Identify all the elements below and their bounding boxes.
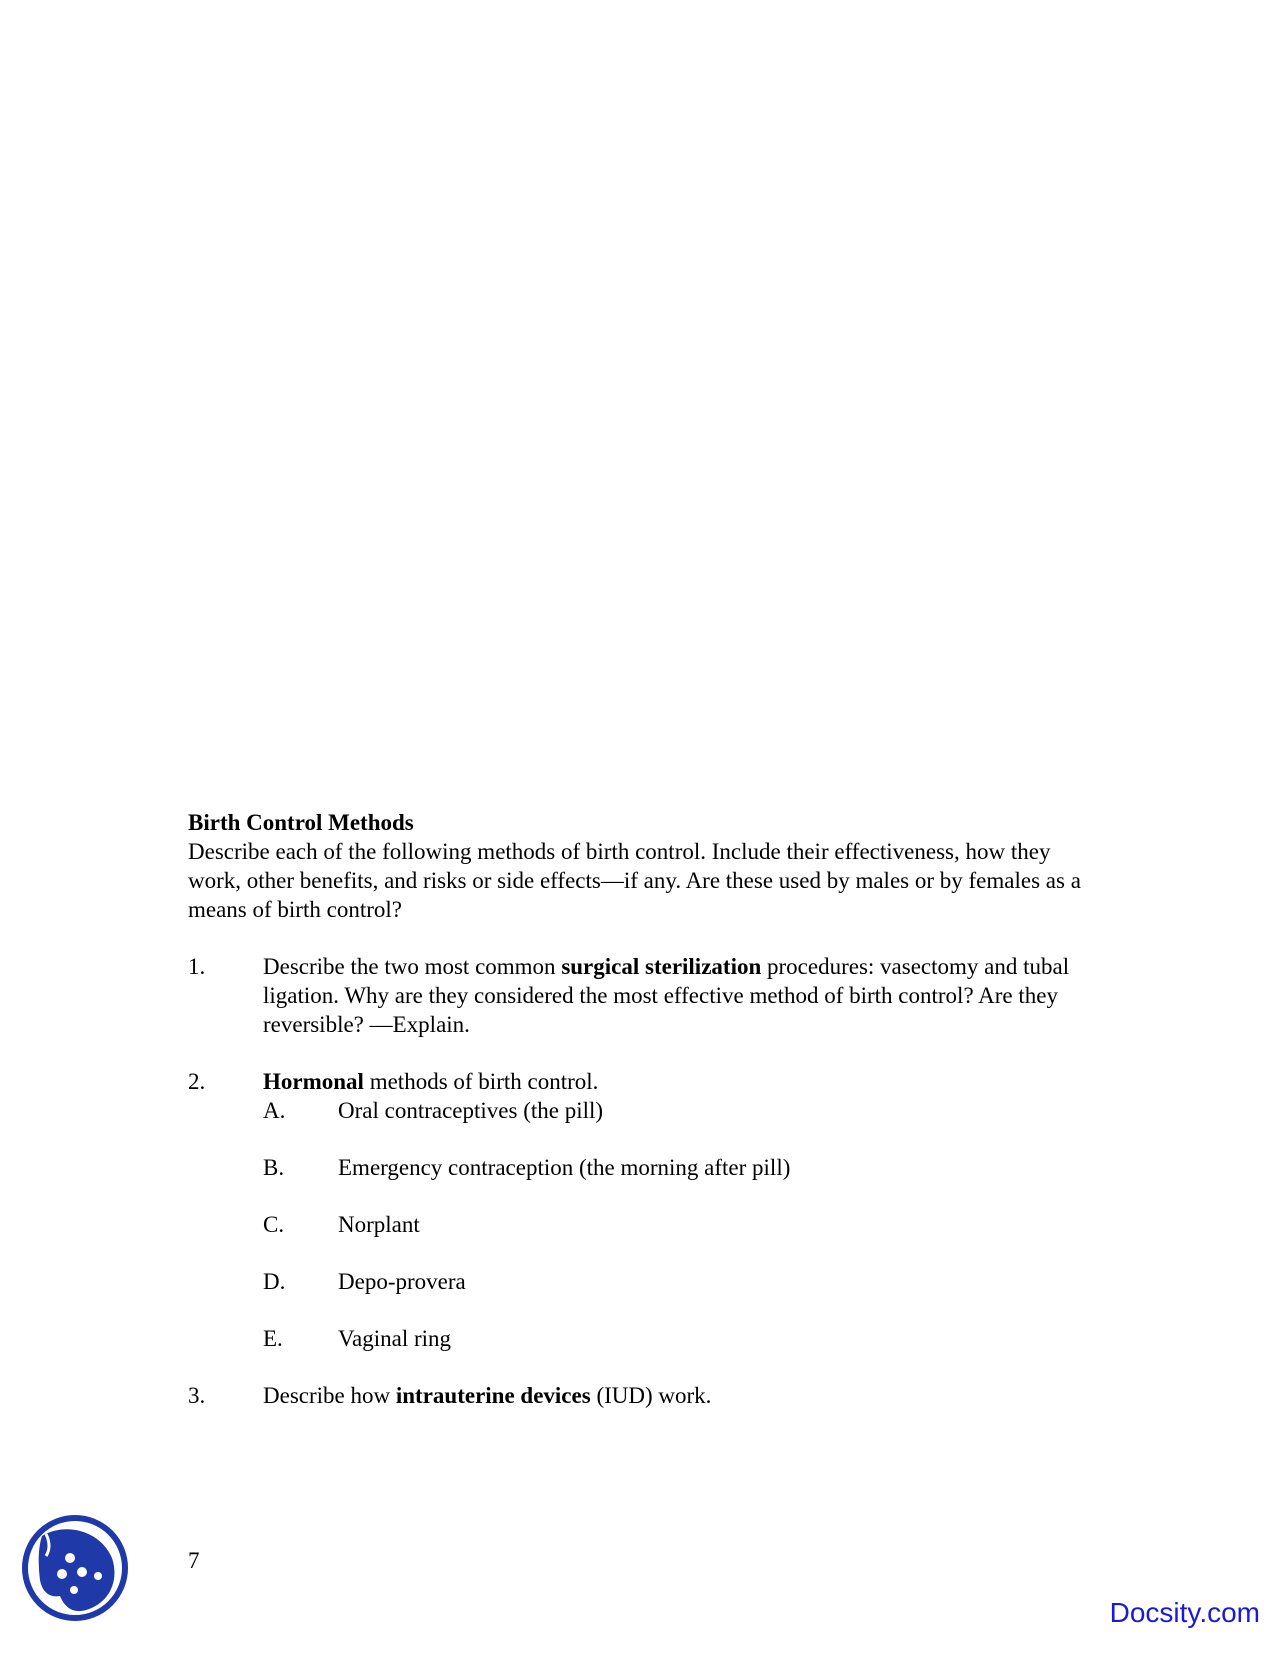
question-keyword: Hormonal xyxy=(263,1069,364,1094)
page-number: 7 xyxy=(188,1548,200,1573)
question-3 xyxy=(188,1381,1088,1410)
list-item-letter: B. xyxy=(263,1155,285,1180)
question-keyword: intrauterine devices xyxy=(395,1383,591,1408)
question-keyword: surgical sterilization xyxy=(561,954,762,979)
question-text-after: (IUD) work. xyxy=(590,1383,712,1408)
question-text-before: Describe the two most common xyxy=(263,954,562,979)
question-1 xyxy=(188,952,1088,1039)
question-number: 3. xyxy=(188,1383,206,1408)
list-item xyxy=(263,1267,1088,1296)
list-item-text: Depo-provera xyxy=(338,1269,466,1294)
list-item xyxy=(263,1324,1088,1353)
question-2 xyxy=(188,1067,1088,1353)
list-item-letter: C. xyxy=(263,1212,285,1237)
question-number: 2. xyxy=(188,1069,206,1094)
section-intro: Describe each of the following methods of birth control. Include their effectiveness, how they work, other benefits, and risks or side effects—if any. Are these used by males or by females as a means of birth control? xyxy=(188,839,1081,922)
question-text-before: Describe how xyxy=(263,1383,396,1408)
docsity-logo-icon[interactable] xyxy=(20,1512,130,1624)
list-item-letter: E. xyxy=(263,1326,283,1351)
list-item xyxy=(263,1153,1088,1182)
list-item-text: Vaginal ring xyxy=(338,1326,452,1351)
list-item-letter: D. xyxy=(263,1269,286,1294)
question-text-after: methods of birth control. xyxy=(363,1069,599,1094)
list-item xyxy=(263,1096,1088,1125)
section-title: Birth Control Methods xyxy=(188,810,414,835)
list-item-text: Emergency contraception (the morning after pill) xyxy=(338,1155,791,1180)
list-item-text: Norplant xyxy=(338,1212,420,1237)
question-number: 1. xyxy=(188,954,206,979)
list-item-text: Oral contraceptives (the pill) xyxy=(338,1098,604,1123)
document-content xyxy=(188,808,1088,1438)
docsity-brand-link[interactable]: Docsity.com xyxy=(1109,1597,1260,1628)
hormonal-methods-list xyxy=(263,1096,1088,1353)
list-item-letter: A. xyxy=(263,1098,286,1123)
list-item xyxy=(263,1210,1088,1239)
question-text-after: procedures: vasectomy and tubal ligation. Why are they considered the most effective method of birth control? Are they reversible? —Explain. xyxy=(263,954,1070,1037)
